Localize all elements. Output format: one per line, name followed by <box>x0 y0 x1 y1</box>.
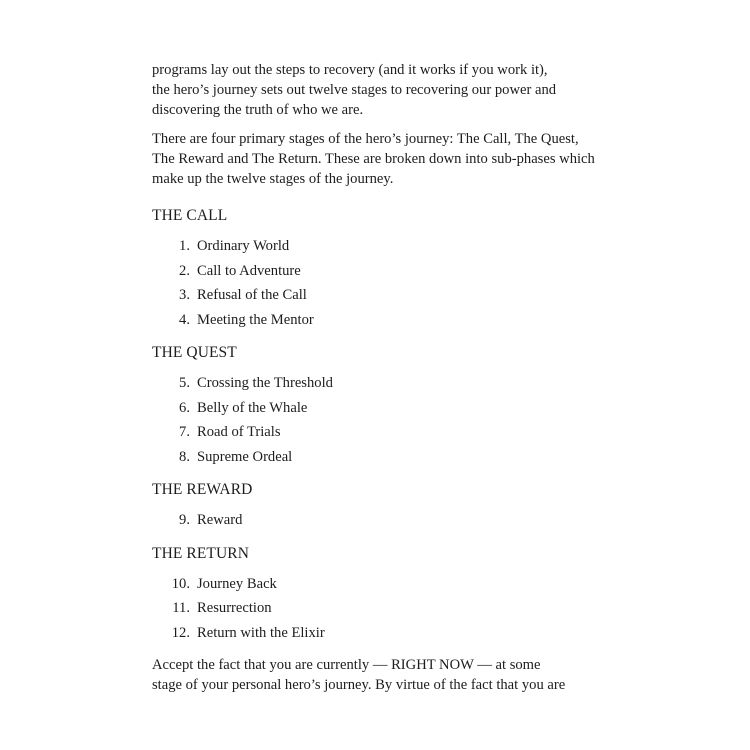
stage-name: Supreme Ordeal <box>197 448 293 465</box>
list-item <box>152 371 622 396</box>
stage-name: Resurrection <box>197 600 272 616</box>
stage-name: Journey Back <box>197 575 277 592</box>
stage-name: Call to Adventure <box>197 262 301 279</box>
stage-number: 9. <box>179 512 190 528</box>
stage-name: Belly of the Whale <box>197 399 308 416</box>
text-line: stage of your personal hero’s journey. By virtue of the fact that you are <box>152 677 566 693</box>
list-item <box>152 308 622 333</box>
text-line: There are four primary stages of the hero’s journey: The Call, The Quest, <box>152 131 579 147</box>
text-line: programs lay out the steps to recovery (and it works if you work it), <box>152 62 548 78</box>
stage-number: 7. <box>179 424 190 440</box>
text-line: make up the twelve stages of the journey. <box>152 171 394 187</box>
list-item <box>152 396 622 421</box>
stage-name: Refusal of the Call <box>197 287 307 303</box>
stage-number: 12. <box>171 624 190 641</box>
list-item <box>152 572 622 597</box>
document-page <box>152 60 622 695</box>
intro-paragraph <box>152 60 622 120</box>
stage-number: 11. <box>172 600 190 616</box>
list-item <box>152 420 622 445</box>
text-line: discovering the truth of who we are. <box>152 102 364 118</box>
section-heading-the-call: THE CALL <box>152 207 228 224</box>
stages-overview-paragraph <box>152 129 622 189</box>
stage-name: Return with the Elixir <box>197 624 325 641</box>
stage-number: 2. <box>179 262 190 279</box>
stage-number: 8. <box>179 448 190 465</box>
stage-list-the-call <box>152 234 622 332</box>
text-line: Accept the fact that you are currently — RIGHT NOW — at some <box>152 657 541 673</box>
text-line: The Reward and The Return. These are broken down into sub-phases which <box>152 151 595 167</box>
closing-paragraph <box>152 655 622 695</box>
section-heading-the-return: THE RETURN <box>152 544 250 562</box>
list-item <box>152 283 622 308</box>
stage-name: Ordinary World <box>197 238 290 254</box>
section-heading-the-quest: THE QUEST <box>152 344 237 361</box>
list-item <box>152 259 622 284</box>
stage-list-the-quest <box>152 371 622 469</box>
stage-list-the-reward <box>152 508 622 533</box>
stage-number: 6. <box>179 399 190 416</box>
list-item <box>152 445 622 470</box>
stage-number: 3. <box>179 287 190 303</box>
stage-name: Meeting the Mentor <box>197 311 314 328</box>
stage-name: Reward <box>197 512 243 528</box>
list-item <box>152 234 622 259</box>
stage-number: 10. <box>171 575 190 592</box>
text-line: the hero’s journey sets out twelve stages to recovering our power and <box>152 82 557 98</box>
stage-name: Crossing the Threshold <box>197 375 333 391</box>
stage-name: Road of Trials <box>197 424 281 440</box>
stage-number: 1. <box>179 238 190 254</box>
list-item <box>152 508 622 533</box>
list-item <box>152 596 622 621</box>
section-heading-the-reward: THE REWARD <box>152 481 253 498</box>
stage-list-the-return <box>152 572 622 646</box>
list-item <box>152 621 622 646</box>
stage-number: 5. <box>179 375 190 391</box>
stage-number: 4. <box>179 311 190 328</box>
